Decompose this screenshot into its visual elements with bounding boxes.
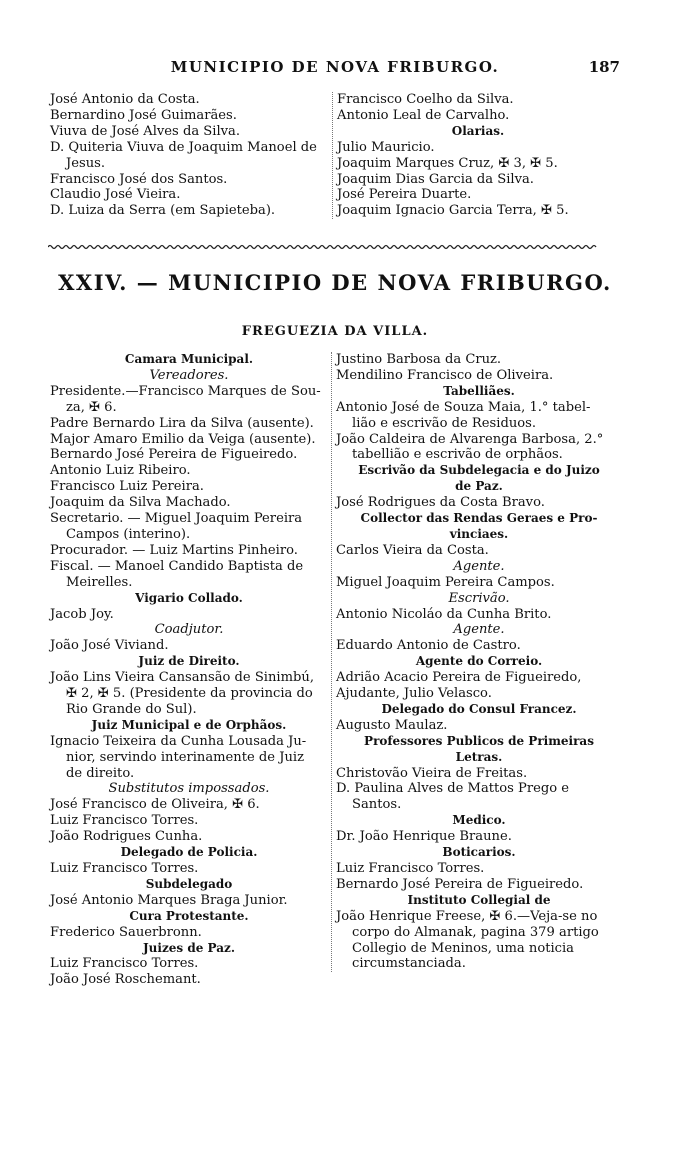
fiscal-line: Fiscal. — Manoel Candido Baptista de <box>50 558 304 574</box>
tabelliao-line: lião e escrivão de Residuos. <box>352 415 537 431</box>
instituto-line: circumstanciada. <box>352 956 466 972</box>
list-item: Viuva de José Alves da Silva. <box>50 123 240 139</box>
olarias-heading: Olarias. <box>451 123 505 138</box>
collector-heading: Collector das Rendas Geraes e Pro- <box>360 511 598 526</box>
boticarios-heading: Boticarios. <box>442 845 516 860</box>
agente-heading: Agente. <box>453 622 505 638</box>
consul-heading: Delegado do Consul Francez. <box>381 701 577 716</box>
list-item: D. Paulina Alves de Mattos Prego e <box>336 781 570 797</box>
collector-heading: vinciaes. <box>449 526 509 541</box>
wavy-divider <box>48 243 616 251</box>
escrivao-subdelegacia-heading: Escrivão da Subdelegacia e do Juizo <box>358 463 600 478</box>
subdelegado-heading: Subdelegado <box>145 876 233 891</box>
list-item: João José Viviand. <box>50 638 169 654</box>
list-item: Francisco Coelho da Silva. <box>337 92 514 107</box>
list-item: José Antonio da Costa. <box>50 92 200 107</box>
secretario-line: Campos (interino). <box>66 526 191 542</box>
instituto-line: João Henrique Freese, ✠ 6.—Veja-se no <box>336 908 598 924</box>
juiz-direito-line: ✠ 2, ✠ 5. (Presidente da provincia do <box>66 686 313 702</box>
professores-heading: Letras. <box>455 749 503 764</box>
section-subtitle: FREGUEZIA DA VILLA. <box>241 324 429 339</box>
secretario-line: Secretario. — Miguel Joaquim Pereira <box>50 511 303 527</box>
fiscal-line: Meirelles. <box>66 574 133 590</box>
correio-heading: Agente do Correio. <box>415 654 543 669</box>
list-item: José Antonio Marques Braga Junior. <box>50 892 288 908</box>
list-item: Joaquim Ignacio Garcia Terra, ✠ 5. <box>337 203 569 219</box>
list-item: Bernardo José Pereira de Figueiredo. <box>50 447 298 463</box>
list-item: Santos. <box>352 797 402 813</box>
continuation-left-column <box>50 92 326 219</box>
tabelliao-line: tabellião e escrivão de orphãos. <box>352 447 563 463</box>
list-item: Antonio Leal de Carvalho. <box>337 107 510 123</box>
list-item: D. Quiteria Viuva de Joaquim Manoel de <box>50 139 317 155</box>
running-title: MUNICIPIO DE NOVA FRIBURGO. <box>170 58 500 76</box>
list-item: Joaquim Marques Cruz, ✠ 3, ✠ 5. <box>337 155 558 171</box>
list-item: Frederico Sauerbronn. <box>50 924 202 940</box>
juiz-direito-line: João Lins Vieira Cansansão de Sinimbú, <box>50 670 315 686</box>
vigario-heading: Vigario Collado. <box>135 590 243 605</box>
list-item: Francisco Luiz Pereira. <box>50 479 204 495</box>
juiz-municipal-heading: Juiz Municipal e de Orphãos. <box>91 717 287 732</box>
professores-heading: Professores Publicos de Primeiras <box>364 733 594 748</box>
list-item: Joaquim da Silva Machado. <box>50 495 231 511</box>
list-item: Bernardo José Pereira de Figueiredo. <box>336 876 584 892</box>
vereadores-heading: Vereadores. <box>149 367 229 383</box>
presidente-line: Presidente.—Francisco Marques de Sou- <box>50 383 321 399</box>
substitutos-heading: Substitutos impossados. <box>108 781 270 797</box>
correio-line: Adrião Acacio Pereira de Figueiredo, <box>336 670 582 686</box>
cura-heading: Cura Protestante. <box>129 908 249 923</box>
tabelliao-line: João Caldeira de Alvarenga Barbosa, 2.° <box>336 431 604 447</box>
instituto-line: Collegio de Meninos, uma noticia <box>352 940 574 956</box>
section-title: XXIV. — MUNICIPIO DE NOVA FRIBURGO. <box>58 270 612 295</box>
list-item: Justino Barbosa da Cruz. <box>336 352 502 367</box>
page-number: 187 <box>588 58 620 76</box>
list-item: Antonio Luiz Ribeiro. <box>50 463 191 479</box>
juiz-municipal-line: de direito. <box>66 765 135 781</box>
list-item: Julio Mauricio. <box>337 139 435 155</box>
instituto-heading: Instituto Collegial de <box>407 892 551 907</box>
coadjutor-heading: Coadjutor. <box>154 622 224 638</box>
tabelliao-line: Antonio José de Souza Maia, 1.° tabel- <box>336 399 591 415</box>
list-item: Miguel Joaquim Pereira Campos. <box>336 574 555 590</box>
escrivao-heading: Escrivão. <box>448 590 510 606</box>
delegado-heading: Delegado de Policia. <box>120 845 258 860</box>
list-item: José Rodrigues da Costa Bravo. <box>336 495 545 511</box>
procurador-line: Procurador. — Luiz Martins Pinheiro. <box>50 542 298 558</box>
list-item: D. Luiza da Serra (em Sapieteba). <box>50 203 276 219</box>
escrivao-subdelegacia-heading: de Paz. <box>455 479 503 494</box>
medico-heading: Medico. <box>452 813 506 828</box>
camara-heading: Camara Municipal. <box>124 352 254 366</box>
right-column <box>331 352 622 972</box>
juiz-municipal-line: Ignacio Teixeira da Cunha Lousada Ju- <box>50 733 307 749</box>
list-item: José Pereira Duarte. <box>337 187 472 203</box>
left-column <box>50 352 328 988</box>
correio-line: Ajudante, Julio Velasco. <box>336 686 492 702</box>
list-item: Carlos Vieira da Costa. <box>336 542 489 558</box>
list-item: Claudio José Vieira. <box>50 187 181 203</box>
agente-heading: Agente. <box>453 558 505 574</box>
page-header <box>50 58 620 80</box>
list-item: José Francisco de Oliveira, ✠ 6. <box>50 797 260 813</box>
list-item: Eduardo Antonio de Castro. <box>336 638 521 654</box>
juizes-paz-heading: Juizes de Paz. <box>142 940 235 955</box>
list-item: Jesus. <box>66 155 106 171</box>
list-item: Francisco José dos Santos. <box>50 171 228 187</box>
continuation-right-column <box>332 92 619 219</box>
list-item: Padre Bernardo Lira da Silva (ausente). <box>50 415 314 431</box>
list-item: Luiz Francisco Torres. <box>336 861 485 876</box>
tabelliaes-heading: Tabelliães. <box>443 383 515 398</box>
list-item: Luiz Francisco Torres. <box>50 956 199 972</box>
list-item: Augusto Maulaz. <box>336 717 448 733</box>
list-item: Major Amaro Emilio da Veiga (ausente). <box>50 431 316 447</box>
list-item: Mendilino Francisco de Oliveira. <box>336 367 554 383</box>
list-item: João Rodrigues Cunha. <box>50 829 203 845</box>
juiz-direito-heading: Juiz de Direito. <box>138 654 240 669</box>
instituto-line: corpo do Almanak, pagina 379 artigo <box>352 924 599 940</box>
list-item: Luiz Francisco Torres. <box>50 813 199 829</box>
list-item: João José Roschemant. <box>50 972 201 988</box>
list-item: Luiz Francisco Torres. <box>50 861 199 876</box>
list-item: Jacob Joy. <box>50 606 114 622</box>
juiz-direito-line: Rio Grande do Sul). <box>66 701 197 717</box>
list-item: Dr. João Henrique Braune. <box>336 829 512 845</box>
juiz-municipal-line: nior, servindo interinamente de Juiz <box>66 749 304 765</box>
list-item: Bernardino José Guimarães. <box>50 107 237 123</box>
list-item: Joaquim Dias Garcia da Silva. <box>337 171 534 187</box>
list-item: Christovão Vieira de Freitas. <box>336 765 528 781</box>
presidente-line: za, ✠ 6. <box>66 399 117 415</box>
list-item: Antonio Nicoláo da Cunha Brito. <box>336 606 552 622</box>
